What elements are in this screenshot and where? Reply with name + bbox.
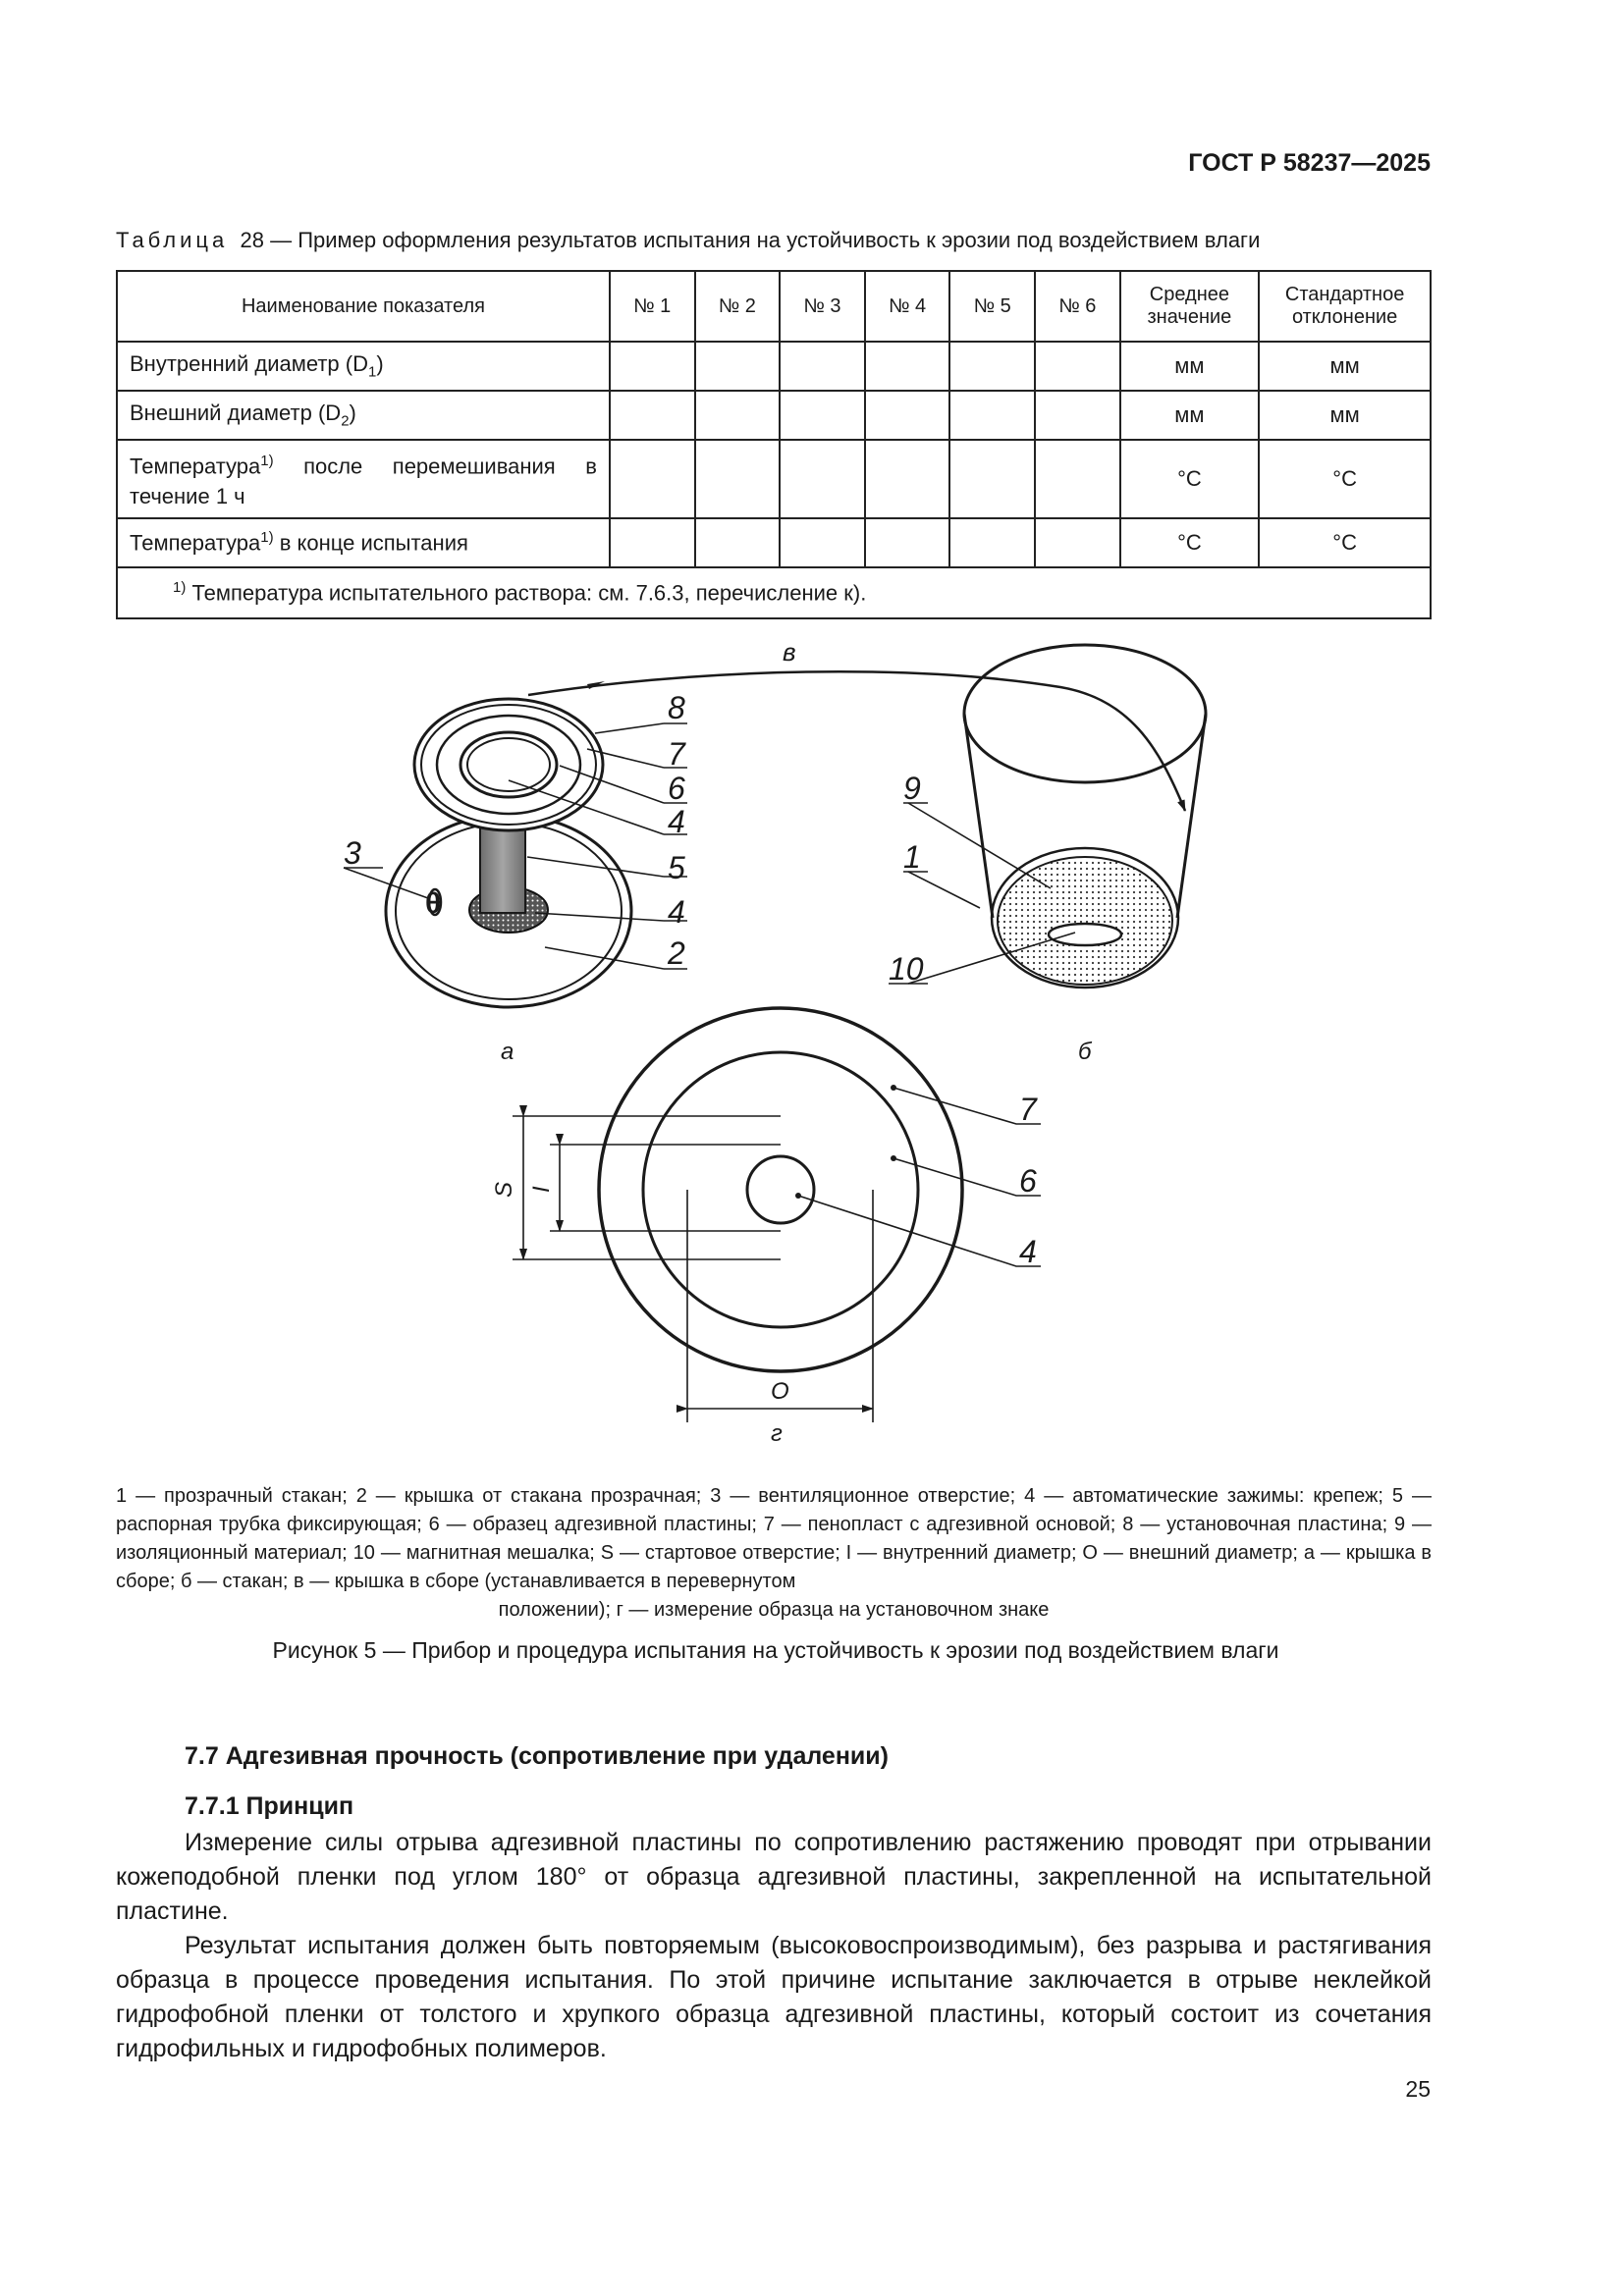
leader-1: [908, 872, 980, 908]
footnote-text: Температура испытательного раствора: см. 7.6.3, перечисление к).: [186, 580, 867, 606]
leader-2: [545, 947, 664, 969]
label-v: в: [783, 637, 796, 667]
header-cell: № 4: [865, 271, 950, 342]
label-10: 10: [889, 951, 924, 987]
mean-unit: °C: [1120, 440, 1260, 518]
measurement-drawing: [513, 1008, 1041, 1422]
mean-unit: мм: [1120, 342, 1260, 391]
label-9: 9: [903, 771, 921, 806]
outer-circle: [599, 1008, 962, 1371]
row-name-sup: 1): [260, 529, 274, 547]
std-unit: мм: [1259, 342, 1431, 391]
label-7-g: 7: [1019, 1092, 1037, 1127]
label-8: 8: [668, 690, 685, 725]
cup: [964, 645, 1206, 988]
leader-4-g: [798, 1196, 1041, 1266]
vent-theta: θ: [425, 887, 442, 920]
table-footnote-row: [117, 567, 1431, 618]
leader-3: [344, 868, 428, 898]
legend-text: 1 — прозрачный стакан; 2 — крышка от стакана прозрачная; 3 — вентиляционное отверстие; 4 — автоматические зажимы: крепеж; 5 — распорная трубка фиксирующая; 6 — образец адгезивной пластины; 7 — пенопласт с адгезивной основой; 8 — установочная пластина; 9 — изоляционный материал; 10 — магнитная мешалка; S — стартовое отверстие; I — внутренний диаметр; O — внешний диаметр; а — крышка в сборе; б — стакан; в — крышка в сборе (устанавливается в перевернутом: [116, 1485, 1432, 1592]
page-number: 25: [1405, 2076, 1431, 2102]
row-name: [117, 518, 610, 567]
row-name-tail: после перемешивания в течение 1 ч: [130, 454, 597, 508]
spacer-tube: [480, 823, 525, 913]
paragraph: Результат испытания должен быть повторяемым (высоковоспроизводимым), без разрыва и растягивания образца в процессе проведения испытания. По этой причине испытание заключается в отрыве неклейкой гидрофобной пленки от толстого и хрупкого образца адгезивной пластины, который состоит из сочетания гидрофильных и гидрофобных полимеров.: [116, 1932, 1432, 2062]
cup-rim: [964, 645, 1206, 782]
figure-diagram: [0, 618, 1624, 1482]
table-caption-word: Таблица: [116, 228, 229, 252]
table-footnote: [117, 567, 1431, 618]
row-name-tail: ): [376, 351, 384, 377]
header-cell: № 1: [610, 271, 695, 342]
row-name-text: Внешний диаметр (D: [130, 400, 342, 426]
table-caption: [116, 228, 1260, 253]
leader-4-bottom: [535, 913, 664, 921]
table-row: [117, 342, 1431, 391]
label-i: I: [528, 1186, 555, 1193]
row-name-sup: 1): [260, 453, 274, 470]
label-2: 2: [668, 935, 685, 971]
std-unit: °C: [1259, 518, 1431, 567]
mean-unit: °C: [1120, 518, 1260, 567]
label-4-bottom: 4: [668, 894, 685, 930]
leader-dot-4: [795, 1193, 801, 1199]
label-4-top: 4: [668, 804, 685, 839]
mean-unit: мм: [1120, 391, 1260, 440]
figure-legend: [116, 1482, 1432, 1625]
middle-circle: [643, 1052, 918, 1327]
table-header-row: [117, 271, 1431, 342]
header-cell: № 2: [695, 271, 781, 342]
header-cell: № 3: [780, 271, 865, 342]
table-row: [117, 391, 1431, 440]
inner-circle: [747, 1156, 814, 1223]
std-unit: мм: [1259, 391, 1431, 440]
label-3: 3: [344, 835, 361, 871]
legend-text-end: положении); г — измерение образца на установочном знаке: [498, 1599, 1050, 1621]
row-name-sub: 2: [341, 412, 350, 430]
header-cell: Среднее значение: [1120, 271, 1260, 342]
paragraph: Измерение силы отрыва адгезивной пластины по сопротивлению растяжению проводят при отрывании кожеподобной пленки под углом 180° от образца адгезивной пластины, закрепленной на испытательной пластине.: [116, 1829, 1432, 1925]
row-name-text: Внутренний диаметр (D: [130, 351, 368, 377]
label-s: S: [491, 1181, 517, 1198]
label-g: г: [771, 1420, 783, 1447]
row-name-text: Температура: [130, 530, 261, 556]
table-row: [117, 440, 1431, 518]
std-unit: °C: [1259, 440, 1431, 518]
figure-caption: Рисунок 5 — Прибор и процедура испытания на устойчивость к эрозии под воздействием влаги: [272, 1637, 1279, 1663]
leader-dot-7: [891, 1085, 896, 1091]
mounting-plate-outer: [414, 699, 603, 830]
label-o: O: [771, 1378, 789, 1405]
row-name-text: Температура: [130, 454, 261, 479]
row-name: [117, 342, 610, 391]
header-cell: Наименование показателя: [117, 271, 610, 342]
lid-assembly: [386, 699, 631, 1007]
row-name-tail: ): [349, 400, 356, 426]
leader-8: [595, 723, 664, 733]
label-a: а: [501, 1039, 514, 1065]
magnetic-stirrer: [1049, 924, 1121, 945]
row-name-tail: в конце испытания: [273, 530, 468, 556]
label-1: 1: [903, 839, 921, 875]
header-cell: № 5: [949, 271, 1035, 342]
footnote-mark: 1): [173, 579, 187, 597]
table-caption-text: 28 — Пример оформления результатов испытания на устойчивость к эрозии под воздействием влаги: [240, 228, 1261, 252]
subsection-title: 7.7.1 Принцип: [185, 1792, 354, 1820]
table-row: [117, 518, 1431, 567]
label-6-g: 6: [1019, 1163, 1037, 1199]
row-name: [117, 391, 610, 440]
leader-5: [527, 857, 664, 877]
leader-dot-6: [891, 1155, 896, 1161]
results-table: [116, 270, 1432, 619]
row-name-sub: 1: [368, 363, 377, 381]
label-7: 7: [668, 736, 685, 772]
insulation-material: [998, 857, 1172, 985]
document-number: ГОСТ Р 58237—2025: [1188, 149, 1431, 177]
section-title: 7.7 Адгезивная прочность (сопротивление при удалении): [185, 1742, 889, 1770]
label-b: б: [1078, 1039, 1092, 1065]
label-5: 5: [668, 850, 685, 885]
label-4-g: 4: [1019, 1234, 1037, 1269]
label-6: 6: [668, 771, 685, 806]
row-name: [117, 440, 610, 518]
header-cell: № 6: [1035, 271, 1120, 342]
header-cell: Стандартное отклонение: [1259, 271, 1431, 342]
